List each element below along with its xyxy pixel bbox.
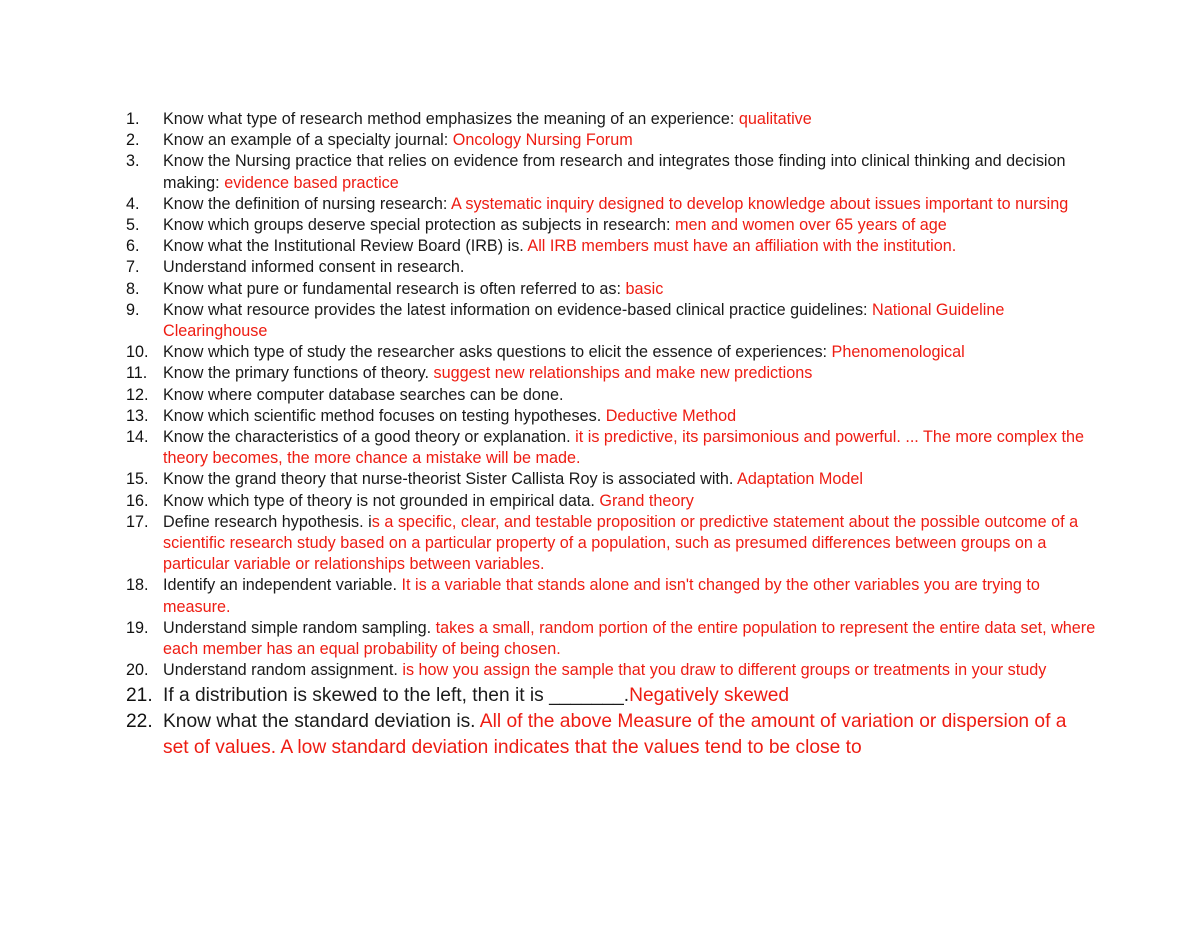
item-number: 2. (126, 131, 140, 150)
list-item (126, 279, 1096, 300)
answer-text: takes a small, random portion of the entire population to represent the entire data set, where each member has an equal probability of being chosen. (163, 618, 1096, 659)
question-text: Identify an independent variable. (163, 576, 402, 595)
list-item (126, 342, 1096, 363)
question-text: Understand simple random sampling. (163, 618, 436, 637)
answer-text: It is a variable that stands alone and isn't changed by the other variables you are trying to measure. (163, 576, 1040, 616)
item-number: 6. (126, 237, 140, 256)
item-number: 1. (126, 110, 140, 128)
item-text (163, 279, 1096, 300)
item-text (163, 575, 1096, 617)
item-number: 8. (126, 279, 140, 298)
question-text: Know the Nursing practice that relies on evidence from research and integrates those finding into clinical thinking and decision making: (163, 152, 1066, 192)
item-number: 12. (126, 385, 149, 404)
item-number: 11. (126, 364, 148, 383)
question-text: Know which scientific method focuses on testing hypotheses. (163, 406, 606, 425)
answer-text: Oncology Nursing Forum (452, 131, 633, 150)
list-item (126, 257, 1096, 278)
question-text: Know which groups deserve special protection as subjects in research: (163, 216, 675, 235)
item-number: 16. (126, 491, 149, 510)
item-number: 10. (126, 343, 149, 362)
answer-text: evidence based practice (224, 173, 399, 192)
question-text: Know the primary functions of theory. (163, 364, 434, 383)
question-text: Know the grand theory that nurse-theorist Sister Callista Roy is associated with. (163, 470, 738, 489)
list-item (126, 618, 1096, 660)
list-item (126, 300, 1096, 342)
item-number: 22. (126, 711, 153, 733)
list-item (126, 683, 1096, 709)
question-text: Know an example of a specialty journal: (163, 131, 453, 150)
question-text: Know where computer database searches can be done. (163, 385, 564, 404)
list-item (126, 491, 1096, 512)
answer-text: qualitative (738, 110, 812, 128)
list-item (126, 130, 1096, 151)
question-text: Understand informed consent in research. (163, 258, 465, 277)
answer-text: A systematic inquiry designed to develop knowledge about issues important to nursing (450, 194, 1069, 213)
list-item (126, 363, 1096, 384)
question-text: If a distribution is skewed to the left, then it is _______. (163, 685, 630, 707)
list-item (126, 109, 1096, 130)
item-text (163, 215, 1096, 236)
answer-text: Grand theory (599, 491, 694, 510)
item-number: 5. (126, 216, 140, 235)
item-number: 4. (126, 194, 140, 213)
answer-text: Negatively skewed (629, 685, 790, 707)
answer-text: suggest new relationships and make new predictions (433, 364, 813, 383)
item-text (163, 363, 1096, 384)
answer-text: it is predictive, its parsimonious and powerful. ... The more complex the theory becomes, the more chance a mistake will be made. (163, 428, 1085, 468)
answer-text: basic (625, 279, 664, 298)
item-text (163, 257, 1096, 278)
study-guide-list (126, 109, 1096, 761)
item-number: 3. (126, 152, 140, 171)
item-text (163, 151, 1096, 193)
answer-text: men and women over 65 years of age (674, 216, 947, 235)
item-text (163, 385, 1096, 406)
item-number: 7. (126, 258, 140, 277)
item-text (163, 683, 1096, 709)
list-item (126, 236, 1096, 257)
list-item (126, 709, 1096, 761)
list-item (126, 385, 1096, 406)
item-text (163, 427, 1096, 469)
item-text (163, 660, 1096, 681)
list-item (126, 469, 1096, 490)
item-number: 17. (126, 512, 149, 531)
question-text: Understand random assignment. (163, 661, 403, 680)
question-text: Define research hypothesis. i (163, 512, 372, 531)
list-item (126, 406, 1096, 427)
item-text (163, 406, 1096, 427)
list-item (126, 215, 1096, 236)
question-text: Know what pure or fundamental research is often referred to as: (163, 279, 626, 298)
item-text (163, 342, 1096, 363)
question-text: Know what the Institutional Review Board (IRB) is. (163, 237, 528, 256)
question-text: Know what the standard deviation is. (163, 711, 480, 733)
item-number: 18. (126, 576, 149, 595)
answer-text: Deductive Method (605, 406, 737, 425)
item-text (163, 109, 1096, 130)
item-text (163, 618, 1096, 660)
list-item (126, 151, 1096, 193)
list-item (126, 660, 1096, 681)
item-text (163, 130, 1096, 151)
item-text (163, 709, 1096, 761)
question-text: Know the characteristics of a good theory or explanation. (163, 428, 576, 447)
item-number: 20. (126, 661, 149, 680)
question-text: Know what type of research method emphasizes the meaning of an experience: (163, 110, 739, 128)
list-item (126, 194, 1096, 215)
question-text: Know which type of theory is not grounded in empirical data. (163, 491, 600, 510)
answer-text: s a specific, clear, and testable proposition or predictive statement about the possible outcome of a scientific research study based on a particular property of a population, such as presumed differences between groups on a particular variable or relationships between variables. (163, 512, 1079, 574)
answer-text: All IRB members must have an affiliation with the institution. (527, 237, 957, 256)
answer-text: Phenomenological (831, 343, 965, 362)
item-number: 9. (126, 300, 140, 319)
list-item (126, 427, 1096, 469)
answer-text: is how you assign the sample that you draw to different groups or treatments in your study (402, 661, 1047, 680)
item-text (163, 194, 1096, 215)
question-text: Know what resource provides the latest information on evidence-based clinical practice guidelines: (163, 300, 873, 319)
question-text: Know the definition of nursing research: (163, 194, 451, 213)
item-number: 13. (126, 406, 149, 425)
item-text (163, 469, 1096, 490)
list-item (126, 512, 1096, 576)
item-number: 21. (126, 685, 153, 707)
answer-text: Adaptation Model (737, 470, 864, 489)
item-text (163, 512, 1096, 576)
question-text: Know which type of study the researcher asks questions to elicit the essence of experiences: (163, 343, 832, 362)
item-number: 14. (126, 428, 149, 447)
list-item (126, 575, 1096, 617)
item-number: 15. (126, 470, 149, 489)
item-text (163, 300, 1096, 342)
answer-text: All of the above Measure of the amount of variation or dispersion of a set of values. A low standard deviation indicates that the values tend to be close to (163, 711, 1067, 759)
item-text (163, 491, 1096, 512)
item-number: 19. (126, 618, 149, 637)
item-text (163, 236, 1096, 257)
answer-text: National Guideline Clearinghouse (163, 300, 1005, 341)
